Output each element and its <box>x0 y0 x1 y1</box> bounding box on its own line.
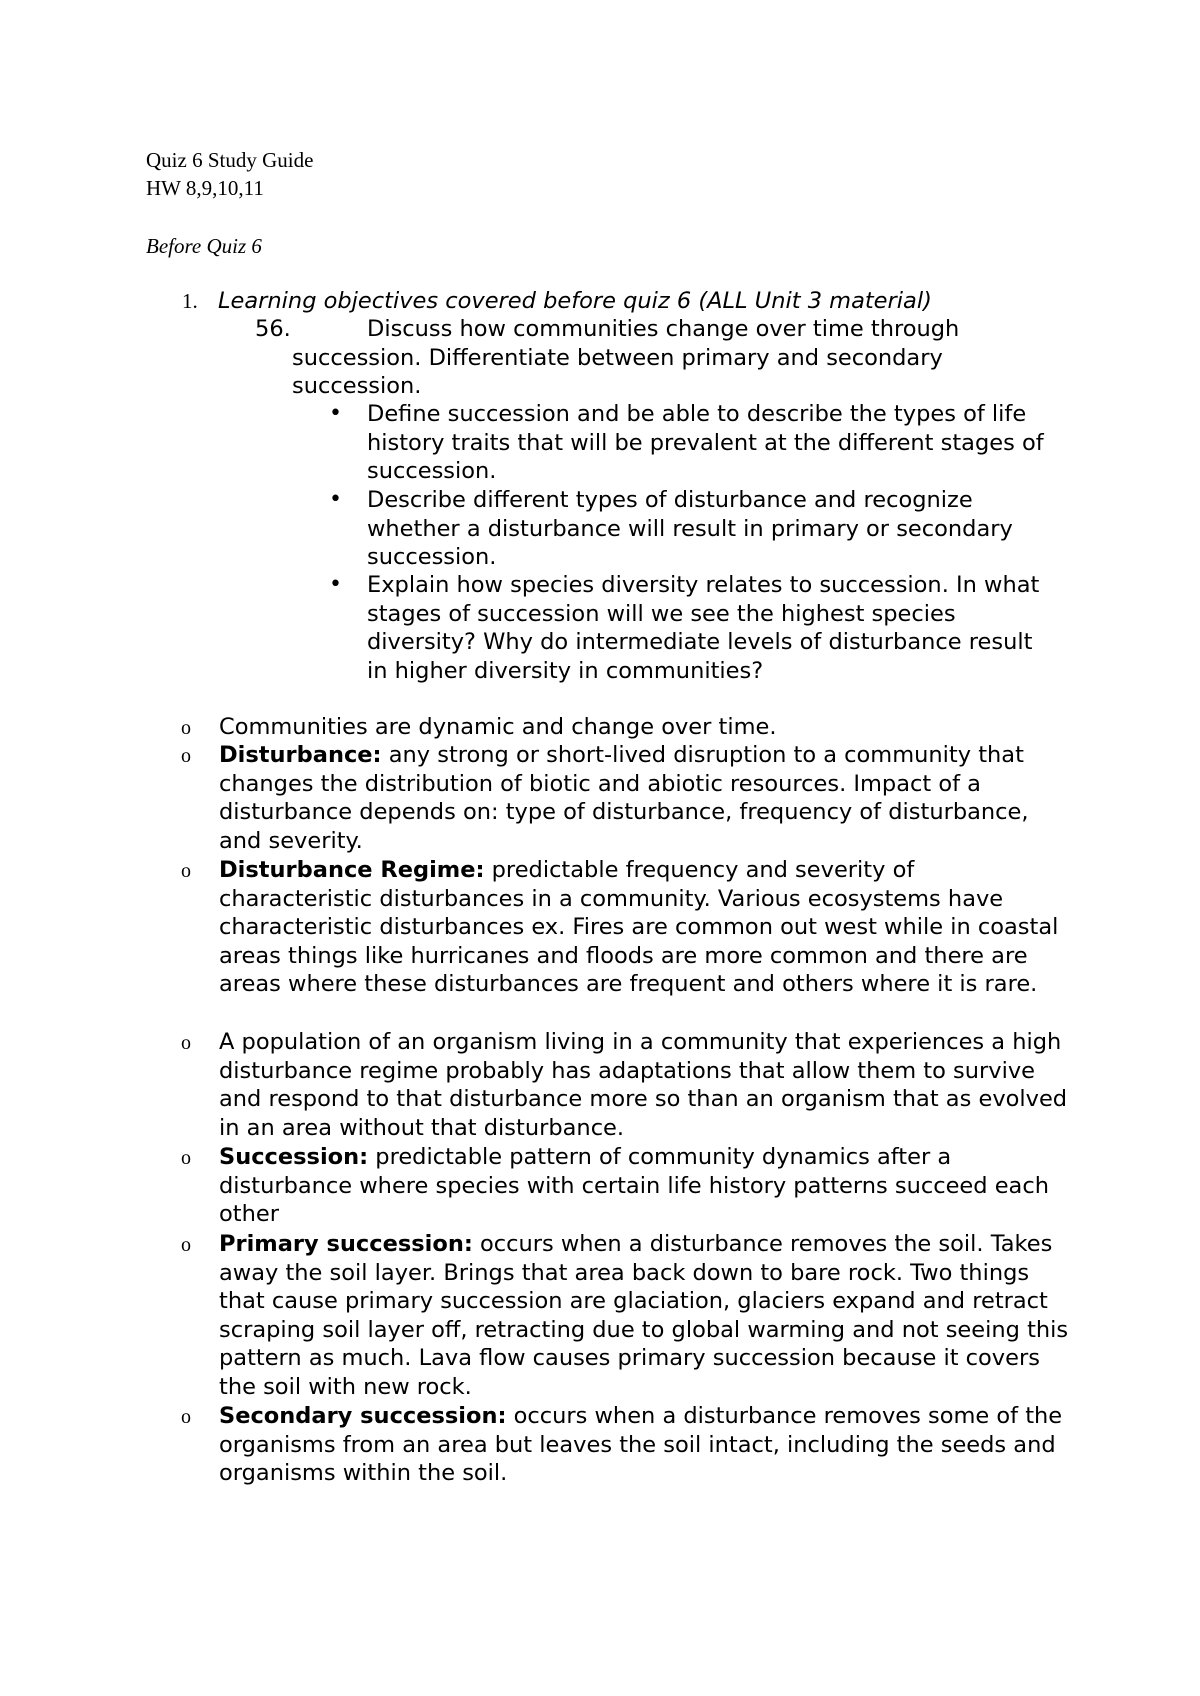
note-text: occurs when a disturbance removes some of the organisms from an area but leaves the soil intact, including the seeds and organisms within the soil. <box>219 1403 1063 1487</box>
note-item <box>219 1143 1069 1229</box>
page-title: Quiz 6 Study Guide <box>146 148 314 172</box>
item-number: 56. <box>255 316 291 342</box>
objective-bullet: Explain how species diversity relates to succession. In what stages of succession will we see the highest species diversity? Why do intermediate levels of disturbance result in higher diversity in communities? <box>367 572 1040 684</box>
note-term: Succession: <box>219 1144 369 1170</box>
objective-heading: Learning objectives covered before quiz 6 (ALL Unit 3 material) <box>218 288 932 314</box>
circle-bullet-icon: o <box>181 860 191 882</box>
circle-bullet-icon: o <box>181 717 191 739</box>
bullet-icon: • <box>329 572 342 597</box>
item-text: Discuss how communities change over time through succession. Differentiate between primary and secondary succession. <box>292 316 960 400</box>
note-term: Secondary succession: <box>219 1403 507 1429</box>
note-item <box>219 1402 1069 1488</box>
objective-bullet: Describe different types of disturbance and recognize whether a disturbance will result in primary or secondary succession. <box>367 487 1013 571</box>
note-text: any strong or short-lived disruption to a community that changes the distribution of biotic and abiotic resources. Impact of a disturbance depends on: type of disturbance, frequency of disturbance, and severity. <box>219 742 1029 854</box>
circle-bullet-icon: o <box>181 1147 191 1169</box>
note-text: A population of an organism living in a community that experiences a high disturbance regime probably has adaptations that allow them to survive and respond to that disturbance more so than an organism that as evolved in an area without that disturbance. <box>219 1029 1068 1141</box>
objective-number: 1. <box>182 289 198 313</box>
note-term: Disturbance: <box>219 742 382 768</box>
note-term: Primary succession: <box>219 1231 473 1257</box>
objective-bullet: Define succession and be able to describe the types of life history traits that will be prevalent at the different stages of succession. <box>367 401 1044 485</box>
note-item <box>219 1028 1069 1142</box>
note-text: predictable pattern of community dynamics after a disturbance where species with certain life history patterns succeed each other <box>219 1144 1049 1228</box>
note-item <box>219 741 1069 855</box>
bullet-icon: • <box>329 487 342 512</box>
note-term: Disturbance Regime: <box>219 857 485 883</box>
bullet-icon: • <box>329 401 342 426</box>
note-text: predictable frequency and severity of characteristic disturbances in a community. Various ecosystems have characteristic disturbances ex. Fires are common out west while in coastal areas things like hurricanes and floods are more common and there are areas where these disturbances are frequent and others where it is rare. <box>219 857 1059 998</box>
note-item <box>219 856 1069 999</box>
note-item <box>219 1230 1069 1402</box>
note-text: Communities are dynamic and change over time. <box>219 714 777 740</box>
note-item <box>219 713 1069 742</box>
hw-list: HW 8,9,10,11 <box>146 176 264 200</box>
note-text: occurs when a disturbance removes the soil. Takes away the soil layer. Brings that area back down to bare rock. Two things that cause primary succession are glaciation, glaciers expand and retract scraping soil layer off, retracting due to global warming and not seeing this pattern as much. Lava flow causes primary succession because it covers the soil with new rock. <box>219 1231 1069 1400</box>
circle-bullet-icon: o <box>181 1234 191 1256</box>
circle-bullet-icon: o <box>181 1032 191 1054</box>
circle-bullet-icon: o <box>181 745 191 767</box>
circle-bullet-icon: o <box>181 1406 191 1428</box>
section-heading: Before Quiz 6 <box>146 234 262 258</box>
